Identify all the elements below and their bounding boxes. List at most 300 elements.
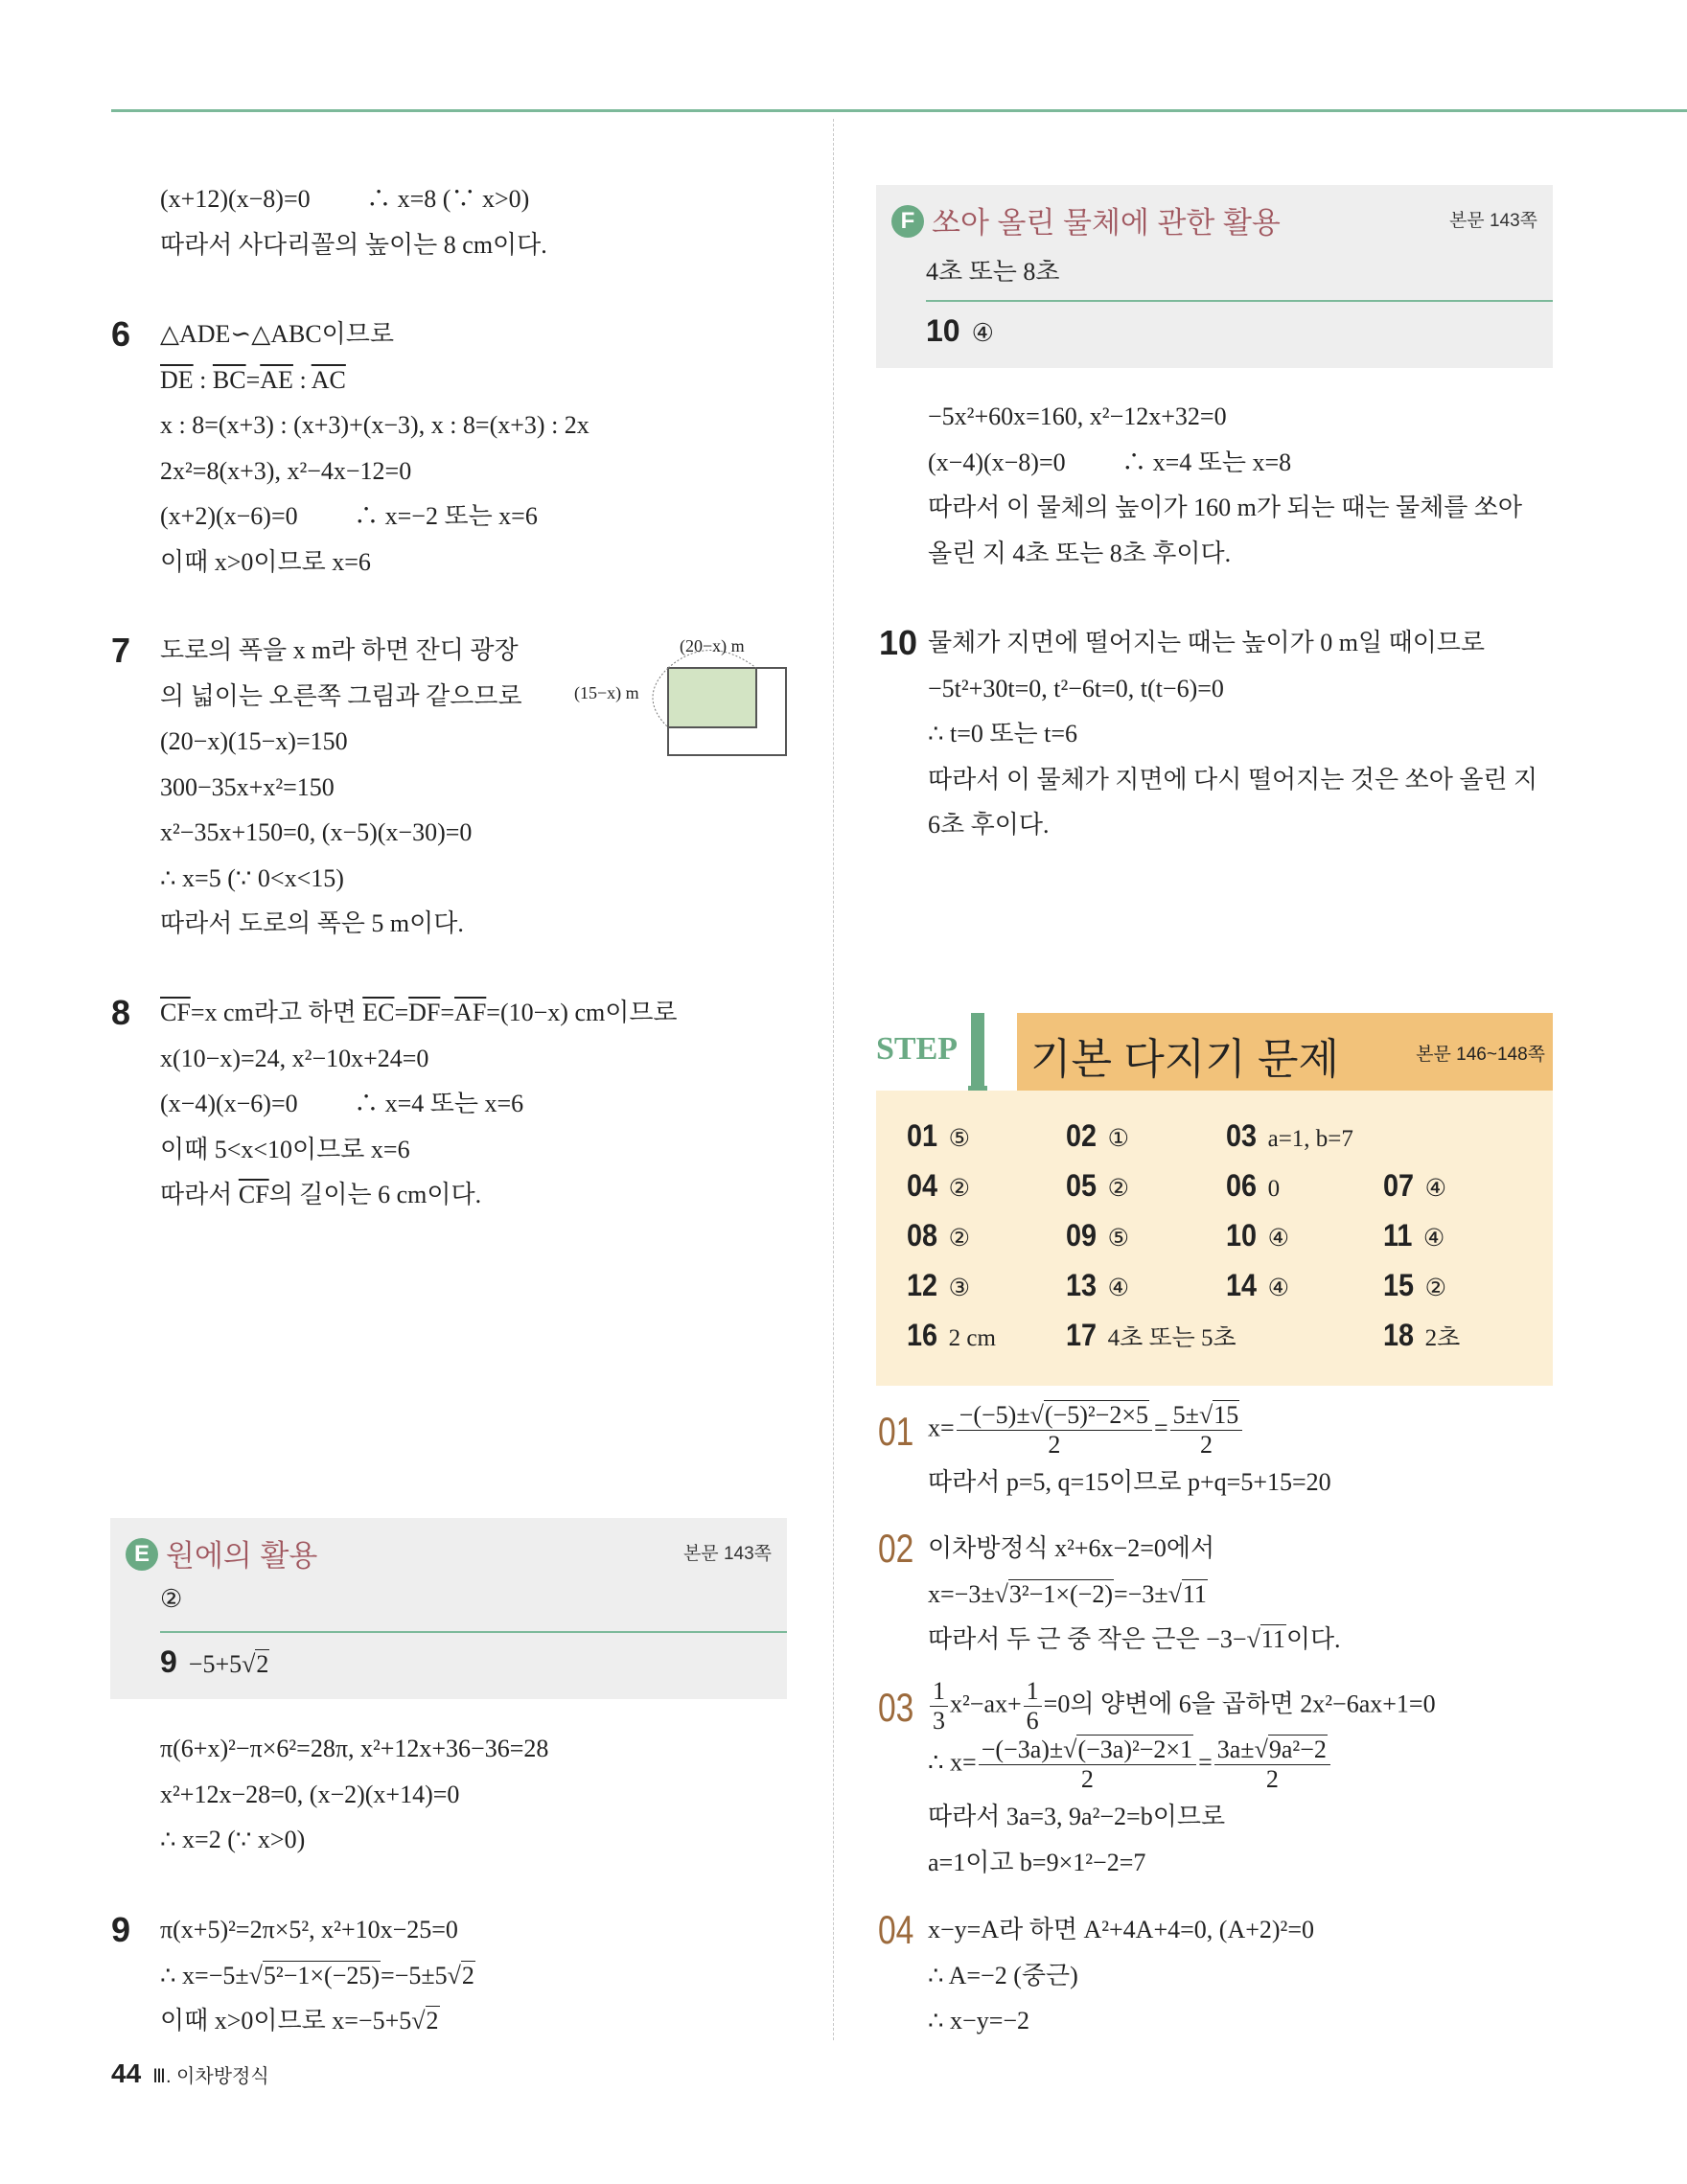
item-number: 10 bbox=[926, 313, 960, 348]
numerator bbox=[979, 1736, 1196, 1765]
answer-item bbox=[1066, 1215, 1226, 1255]
answer-item bbox=[907, 1315, 1066, 1355]
text-run: = bbox=[245, 365, 261, 394]
section-badge: E bbox=[126, 1538, 158, 1571]
numerator bbox=[1170, 1401, 1243, 1431]
solution-line bbox=[928, 1998, 1314, 2044]
section-title: 쏘아 올린 물체에 관한 활용 bbox=[932, 206, 1281, 240]
answer-value: ② bbox=[1424, 1276, 1447, 1301]
solution-line bbox=[928, 531, 1522, 577]
square-root bbox=[1168, 1579, 1208, 1608]
text-run: x−y=A라 하면 A²+4A+4=0, (A+2)²=0 bbox=[928, 1916, 1315, 1943]
answer-item bbox=[907, 1265, 1066, 1305]
text-run: −5t²+30t=0, t²−6t=0, t(t−6)=0 bbox=[928, 674, 1224, 702]
fraction bbox=[1214, 1736, 1330, 1794]
solution-line bbox=[160, 222, 547, 268]
solution-number: 04 bbox=[878, 1907, 914, 1952]
solution-line bbox=[160, 311, 589, 357]
problem-10 bbox=[879, 620, 1538, 848]
solution-lines bbox=[160, 176, 547, 267]
solution-line bbox=[160, 856, 522, 902]
text-run: 따라서 p=5, q=15이므로 p+q=5+15=20 bbox=[928, 1468, 1331, 1496]
solution-lines bbox=[160, 311, 589, 585]
square-root bbox=[249, 1961, 381, 1989]
section-rule bbox=[926, 300, 1553, 302]
answer-number: 03 bbox=[1226, 1118, 1258, 1153]
solution-04 bbox=[878, 1907, 1315, 2044]
answer-value: ④ bbox=[1424, 1176, 1447, 1202]
section-badge: F bbox=[891, 205, 924, 238]
answer-item bbox=[1066, 1265, 1226, 1305]
page-reference: 본문 143쪽 bbox=[682, 1544, 772, 1564]
text-run: x²−ax+ bbox=[950, 1690, 1022, 1718]
answer-number: 07 bbox=[1383, 1168, 1415, 1203]
fraction bbox=[1170, 1401, 1243, 1460]
solution-line bbox=[928, 1401, 1331, 1460]
radical-sign: √ bbox=[242, 1650, 256, 1678]
solution-line bbox=[160, 719, 522, 765]
page-number: 44 bbox=[111, 2058, 142, 2088]
radicand: 3²−1×(−2) bbox=[1008, 1579, 1113, 1608]
solution-lines bbox=[928, 1677, 1436, 1885]
text-run: −(−5)± bbox=[959, 1401, 1030, 1429]
fraction bbox=[930, 1677, 948, 1736]
solution-line bbox=[160, 990, 678, 1036]
text-run: =−3± bbox=[1114, 1579, 1168, 1608]
text-run: 300−35x+x²=150 bbox=[160, 772, 335, 801]
text-run: 도로의 폭을 x m라 하면 잔디 광장 bbox=[160, 636, 519, 664]
solution-line bbox=[160, 540, 589, 586]
page-reference: 본문 143쪽 bbox=[1448, 211, 1537, 231]
answer-number: 01 bbox=[907, 1118, 938, 1153]
answer-value: 2 cm bbox=[948, 1325, 996, 1351]
text-run: 이때 x>0이므로 x=−5+5 bbox=[160, 2007, 412, 2035]
square-root bbox=[242, 1649, 269, 1678]
text-run: 6초 후이다. bbox=[928, 811, 1050, 839]
text-run: = bbox=[394, 999, 409, 1026]
answer-item bbox=[1383, 1315, 1537, 1355]
problem-5-continuation bbox=[160, 176, 547, 267]
problem-number: 7 bbox=[111, 631, 131, 670]
text-run: 2 bbox=[1080, 1765, 1094, 1793]
square-root bbox=[1063, 1735, 1193, 1763]
answer-number: 15 bbox=[1383, 1268, 1415, 1302]
text-run: 따라서 도로의 폭은 5 m이다. bbox=[160, 909, 464, 937]
solution-line bbox=[160, 176, 547, 222]
chapter-title: Ⅲ. 이차방정식 bbox=[152, 2066, 269, 2087]
step-header bbox=[1017, 1013, 1553, 1091]
text-run: x(10−x)=24, x²−10x+24=0 bbox=[160, 1044, 429, 1072]
problem-number: 8 bbox=[111, 993, 131, 1032]
step-title: 기본 다지기 문제 bbox=[1030, 1036, 1339, 1083]
answer-value: ④ bbox=[1422, 1226, 1445, 1252]
text-run: 1 bbox=[1026, 1677, 1039, 1705]
answer-value: ④ bbox=[1267, 1226, 1290, 1252]
answer-key-box bbox=[876, 1091, 1553, 1386]
answer-number: 06 bbox=[1226, 1168, 1258, 1203]
text-run: : bbox=[292, 365, 312, 394]
solution-line bbox=[160, 1036, 678, 1082]
solution-number: 01 bbox=[878, 1409, 914, 1454]
answer-value: ③ bbox=[948, 1276, 971, 1301]
numerator bbox=[1024, 1677, 1042, 1707]
text-run: 3a± bbox=[1216, 1736, 1255, 1763]
top-dimension-label: (20−x) m bbox=[680, 636, 745, 655]
solution-line bbox=[160, 357, 589, 403]
solution-line bbox=[160, 765, 522, 811]
answer-value: ④ bbox=[1107, 1276, 1130, 1301]
step-number-graphic bbox=[968, 1013, 1016, 1091]
text-run: π(6+x)²−π×6²=28π, x²+12x+36−36=28 bbox=[160, 1735, 549, 1762]
solution-line bbox=[160, 674, 522, 720]
text-run: 이차방정식 x²+6x−2=0에서 bbox=[928, 1534, 1215, 1562]
solution-02 bbox=[878, 1526, 1341, 1663]
solution-line bbox=[160, 402, 589, 448]
text-run: ∴ x= bbox=[928, 1748, 977, 1777]
text-run: = bbox=[1198, 1748, 1213, 1777]
text-run: 2 bbox=[1048, 1431, 1061, 1459]
problem-6 bbox=[111, 311, 589, 585]
text-run: 1 bbox=[933, 1677, 945, 1705]
solution-line bbox=[928, 666, 1537, 712]
text-run: 따라서 bbox=[160, 1181, 239, 1208]
answer-value: a=1, b=7 bbox=[1267, 1126, 1353, 1152]
section-answer: 4초 또는 8초 bbox=[926, 258, 1060, 286]
solution-line bbox=[928, 1617, 1341, 1663]
radicand: 2 bbox=[461, 1961, 474, 1989]
solution-line bbox=[928, 1907, 1314, 1953]
text-run: 물체가 지면에 떨어지는 때는 높이가 0 m일 때이므로 bbox=[928, 629, 1486, 656]
answer-number: 08 bbox=[907, 1218, 938, 1253]
square-root bbox=[1199, 1400, 1239, 1429]
answer-item bbox=[1066, 1115, 1226, 1156]
solution-line bbox=[160, 628, 522, 674]
answer-value: ④ bbox=[1267, 1276, 1290, 1301]
solution-line bbox=[160, 1998, 475, 2044]
text-run: 2x²=8(x+3), x²−4x−12=0 bbox=[160, 456, 412, 485]
answer-value: ② bbox=[1107, 1176, 1130, 1202]
text-run: =(10−x) cm이므로 bbox=[486, 999, 678, 1026]
radical-sign: √ bbox=[1246, 1625, 1260, 1653]
problem-number: 10 bbox=[879, 623, 918, 662]
text-run: (x+2)(x−6)=0 ∴ x=−2 또는 x=6 bbox=[160, 502, 538, 530]
solution-lines bbox=[160, 990, 678, 1218]
text-run: (x+12)(x−8)=0 ∴ x=8 (∵ x>0) bbox=[160, 185, 530, 213]
fraction bbox=[957, 1401, 1152, 1460]
section-e-solution bbox=[160, 1726, 548, 1863]
answer-item bbox=[1383, 1215, 1537, 1255]
solution-line bbox=[160, 494, 589, 540]
radicand: 5²−1×(−25) bbox=[263, 1961, 381, 1989]
answer-number: 04 bbox=[907, 1168, 938, 1203]
answer-number: 02 bbox=[1066, 1118, 1098, 1153]
section-f-box bbox=[876, 185, 1553, 368]
solution-lines bbox=[928, 620, 1537, 848]
text-run: (20−x)(15−x)=150 bbox=[160, 727, 348, 755]
answer-item bbox=[1066, 1165, 1226, 1206]
solution-line bbox=[928, 711, 1537, 757]
radicand: 2 bbox=[426, 2007, 439, 2035]
answer-item bbox=[907, 1115, 1066, 1156]
road-lawn-figure bbox=[566, 632, 796, 767]
radical-sign: √ bbox=[411, 2007, 426, 2035]
text-run: =0의 양변에 6을 곱하면 2x²−6ax+1=0 bbox=[1043, 1690, 1436, 1718]
text-run: (x−4)(x−8)=0 ∴ x=4 또는 x=8 bbox=[928, 448, 1292, 476]
denominator bbox=[1048, 1431, 1060, 1460]
problem-number: 9 bbox=[111, 1910, 131, 1949]
solution-line bbox=[160, 1127, 678, 1173]
text-run: 의 넓이는 오른쪽 그림과 같으므로 bbox=[160, 681, 522, 710]
text-run: x= bbox=[928, 1414, 955, 1442]
square-root bbox=[411, 2006, 439, 2035]
radicand: 11 bbox=[1260, 1625, 1285, 1653]
text-run: ∴ x=2 (∵ x>0) bbox=[160, 1826, 306, 1853]
solution-line bbox=[928, 1840, 1436, 1886]
answer-number: 09 bbox=[1066, 1218, 1098, 1253]
step-label: STEP bbox=[876, 1031, 959, 1067]
answer-item bbox=[1383, 1165, 1537, 1206]
segment-label: $\overline{DF}$ bbox=[408, 999, 441, 1026]
text-run: 이다. bbox=[1285, 1625, 1341, 1653]
text-run: x²−35x+150=0, (x−5)(x−30)=0 bbox=[160, 818, 473, 846]
text-run: ∴ x−y=−2 bbox=[928, 2007, 1030, 2035]
fraction bbox=[979, 1736, 1196, 1794]
answer-value: ① bbox=[1107, 1126, 1130, 1152]
text-run: −(−3a)± bbox=[981, 1736, 1064, 1763]
solution-line bbox=[160, 1772, 548, 1818]
text-run: ∴ x=−5± bbox=[160, 1961, 249, 1989]
answer-item bbox=[907, 1215, 1066, 1255]
text-run: −5x²+60x=160, x²−12x+32=0 bbox=[928, 402, 1227, 430]
radical-sign: √ bbox=[1254, 1736, 1268, 1763]
solution-line bbox=[928, 1794, 1436, 1840]
solution-number: 02 bbox=[878, 1526, 914, 1571]
side-dimension-label: (15−x) m bbox=[574, 683, 639, 702]
solution-line bbox=[928, 1677, 1436, 1736]
text-run: =x cm라고 하면 bbox=[190, 999, 363, 1026]
text-run: 2 bbox=[1199, 1431, 1213, 1459]
square-root bbox=[1030, 1400, 1149, 1429]
solution-line bbox=[928, 802, 1537, 848]
section-title: 원에의 활용 bbox=[166, 1539, 318, 1573]
section-rule bbox=[160, 1631, 787, 1633]
answer-number: 10 bbox=[1226, 1218, 1258, 1253]
problem-8 bbox=[111, 990, 678, 1218]
text-run: π(x+5)²=2π×5², x²+10x−25=0 bbox=[160, 1916, 458, 1943]
item-number: 9 bbox=[160, 1644, 177, 1679]
solution-line bbox=[928, 1526, 1341, 1572]
answer-item bbox=[1383, 1265, 1537, 1305]
text-run: ∴ x=5 (∵ 0<x<15) bbox=[160, 863, 344, 892]
solution-lines bbox=[928, 394, 1522, 576]
answer-item bbox=[1066, 1315, 1383, 1355]
problem-number: 6 bbox=[111, 314, 131, 354]
numerator bbox=[930, 1677, 948, 1707]
text-run: x²+12x−28=0, (x−2)(x+14)=0 bbox=[160, 1780, 460, 1808]
text-run: 이때 5<x<10이므로 x=6 bbox=[160, 1135, 410, 1163]
answer-item bbox=[907, 1165, 1066, 1206]
answer-key-grid bbox=[907, 1115, 1537, 1355]
radical-sign: √ bbox=[994, 1579, 1008, 1608]
answer-number: 16 bbox=[907, 1318, 938, 1352]
segment-label: $\overline{CF}$ bbox=[160, 999, 191, 1026]
square-root bbox=[995, 1579, 1114, 1608]
text-run: 5± bbox=[1172, 1401, 1199, 1429]
radicand: 15 bbox=[1213, 1401, 1239, 1429]
text-run: ∴ A=−2 (중근) bbox=[928, 1961, 1078, 1989]
square-root bbox=[1255, 1735, 1328, 1763]
segment-label: $\overline{BC}$ bbox=[212, 365, 246, 394]
solution-01 bbox=[878, 1401, 1331, 1506]
answer-value: ② bbox=[948, 1176, 971, 1202]
radical-sign: √ bbox=[248, 1961, 263, 1989]
solution-number: 03 bbox=[878, 1685, 914, 1730]
page-footer bbox=[111, 2058, 269, 2089]
segment-label: $\overline{EC}$ bbox=[362, 999, 395, 1026]
text-run: 2 bbox=[1265, 1765, 1279, 1793]
solution-line bbox=[160, 1172, 678, 1218]
solution-lines bbox=[928, 1401, 1331, 1506]
solution-line bbox=[160, 1907, 475, 1953]
radical-sign: √ bbox=[1198, 1401, 1213, 1429]
text-run: = bbox=[1153, 1414, 1168, 1442]
answer-value: ⑤ bbox=[1107, 1226, 1130, 1252]
text-run: (x−4)(x−6)=0 ∴ x=4 또는 x=6 bbox=[160, 1090, 524, 1117]
segment-label: $\overline{AE}$ bbox=[260, 365, 293, 394]
solution-line bbox=[928, 1953, 1314, 1999]
solution-line bbox=[928, 757, 1537, 803]
square-root bbox=[448, 1961, 475, 1989]
answer-value: ⑤ bbox=[948, 1126, 971, 1152]
solution-line bbox=[928, 440, 1522, 486]
item-answer bbox=[189, 1649, 270, 1678]
text-run: △ADE∽△ABC이므로 bbox=[160, 320, 395, 348]
answer-number: 18 bbox=[1383, 1318, 1415, 1352]
section-item bbox=[160, 1644, 269, 1680]
text-run: 따라서 이 물체의 높이가 160 m가 되는 때는 물체를 쏘아 bbox=[928, 494, 1523, 521]
page-reference: 본문 146~148쪽 bbox=[1416, 1045, 1545, 1065]
solution-line bbox=[160, 448, 589, 494]
radical-sign: √ bbox=[1029, 1401, 1044, 1429]
answer-number: 12 bbox=[907, 1268, 938, 1302]
lawn-rect bbox=[668, 668, 756, 727]
text-run: =−5±5 bbox=[381, 1961, 448, 1989]
section-item bbox=[926, 313, 994, 349]
radical-sign: √ bbox=[447, 1961, 461, 1989]
text-run: : bbox=[193, 365, 213, 394]
problem-7 bbox=[111, 628, 522, 947]
answer-number: 14 bbox=[1226, 1268, 1258, 1302]
answer-number: 05 bbox=[1066, 1168, 1098, 1203]
answer-value: 0 bbox=[1267, 1176, 1281, 1202]
section-e-box bbox=[110, 1518, 787, 1699]
solution-line bbox=[160, 810, 522, 856]
answer-item bbox=[1226, 1215, 1383, 1255]
answer-item bbox=[1226, 1265, 1383, 1305]
text-run: 의 길이는 6 cm이다. bbox=[268, 1181, 482, 1208]
text-run: 따라서 이 물체가 지면에 다시 떨어지는 것은 쏘아 올린 지 bbox=[928, 765, 1538, 793]
segment-label: $\overline{CF}$ bbox=[238, 1181, 269, 1208]
solution-lines bbox=[160, 628, 522, 947]
solution-line bbox=[928, 1572, 1341, 1618]
denominator bbox=[933, 1707, 945, 1736]
radicand: 9a²−2 bbox=[1268, 1736, 1327, 1763]
solution-line bbox=[160, 1081, 678, 1127]
numerator bbox=[1214, 1736, 1330, 1765]
solution-line bbox=[928, 485, 1522, 531]
section-answer: ② bbox=[160, 1585, 183, 1613]
radicand: (−5)²−2×5 bbox=[1044, 1401, 1148, 1429]
answer-number: 17 bbox=[1066, 1318, 1098, 1352]
solution-lines bbox=[928, 1907, 1314, 2044]
solution-line bbox=[928, 620, 1537, 666]
text-run: 3 bbox=[933, 1707, 945, 1735]
step-one-icon bbox=[968, 1013, 1016, 1091]
side-dimension-arc bbox=[653, 668, 668, 727]
section-f-solution bbox=[928, 394, 1522, 576]
text-run: 올린 지 4초 또는 8초 후이다. bbox=[928, 539, 1232, 567]
column-divider bbox=[833, 119, 834, 2040]
radical-sign: √ bbox=[1063, 1736, 1077, 1763]
answer-number: 11 bbox=[1383, 1218, 1413, 1253]
text-run: 따라서 사다리꼴의 높이는 8 cm이다. bbox=[160, 230, 547, 259]
segment-label: $\overline{DE}$ bbox=[160, 365, 194, 394]
solution-line bbox=[160, 1817, 548, 1863]
answer-value: 4초 또는 5초 bbox=[1107, 1325, 1236, 1351]
answer-value: 2초 bbox=[1424, 1325, 1461, 1351]
denominator bbox=[1027, 1707, 1039, 1736]
text-run: −5+5 bbox=[188, 1650, 243, 1678]
text-run: x : 8=(x+3) : (x+3)+(x−3), x : 8=(x+3) : 2x bbox=[160, 411, 589, 439]
text-run: 따라서 3a=3, 9a²−2=b이므로 bbox=[928, 1803, 1226, 1830]
radicand: (−3a)²−2×1 bbox=[1077, 1736, 1193, 1763]
solution-03 bbox=[878, 1677, 1436, 1885]
text-run: a=1이고 b=9×1²−2=7 bbox=[928, 1848, 1146, 1876]
problem-9 bbox=[111, 1907, 475, 2044]
radicand: 2 bbox=[256, 1650, 269, 1678]
solution-lines bbox=[160, 1907, 475, 2044]
header-rule bbox=[111, 109, 1687, 112]
fraction bbox=[1024, 1677, 1042, 1736]
answer-item bbox=[1226, 1115, 1537, 1156]
denominator bbox=[1081, 1765, 1094, 1794]
item-answer bbox=[972, 319, 994, 347]
solution-lines bbox=[160, 1726, 548, 1863]
radical-sign: √ bbox=[1167, 1579, 1182, 1608]
text-run: = bbox=[440, 999, 455, 1026]
denominator bbox=[1266, 1765, 1279, 1794]
segment-label: $\overline{AF}$ bbox=[454, 999, 487, 1026]
text-run: ④ bbox=[971, 319, 994, 347]
text-run: 이때 x>0이므로 x=6 bbox=[160, 547, 371, 576]
text-run: x=−3± bbox=[928, 1579, 995, 1608]
solution-lines bbox=[928, 1526, 1341, 1663]
denominator bbox=[1200, 1431, 1213, 1460]
numerator bbox=[957, 1401, 1152, 1431]
solution-line bbox=[928, 394, 1522, 440]
segment-label: $\overline{AC}$ bbox=[311, 365, 346, 394]
answer-value: ② bbox=[948, 1226, 971, 1252]
answer-number: 13 bbox=[1066, 1268, 1098, 1302]
text-run: 6 bbox=[1026, 1707, 1039, 1735]
solution-line bbox=[160, 1953, 475, 1999]
text-run: 따라서 두 근 중 작은 근은 −3− bbox=[928, 1625, 1247, 1653]
solution-line bbox=[160, 901, 522, 947]
solution-line bbox=[928, 1460, 1331, 1506]
text-run: ∴ t=0 또는 t=6 bbox=[928, 720, 1078, 747]
square-root bbox=[1247, 1624, 1286, 1653]
answer-item bbox=[1226, 1165, 1383, 1206]
